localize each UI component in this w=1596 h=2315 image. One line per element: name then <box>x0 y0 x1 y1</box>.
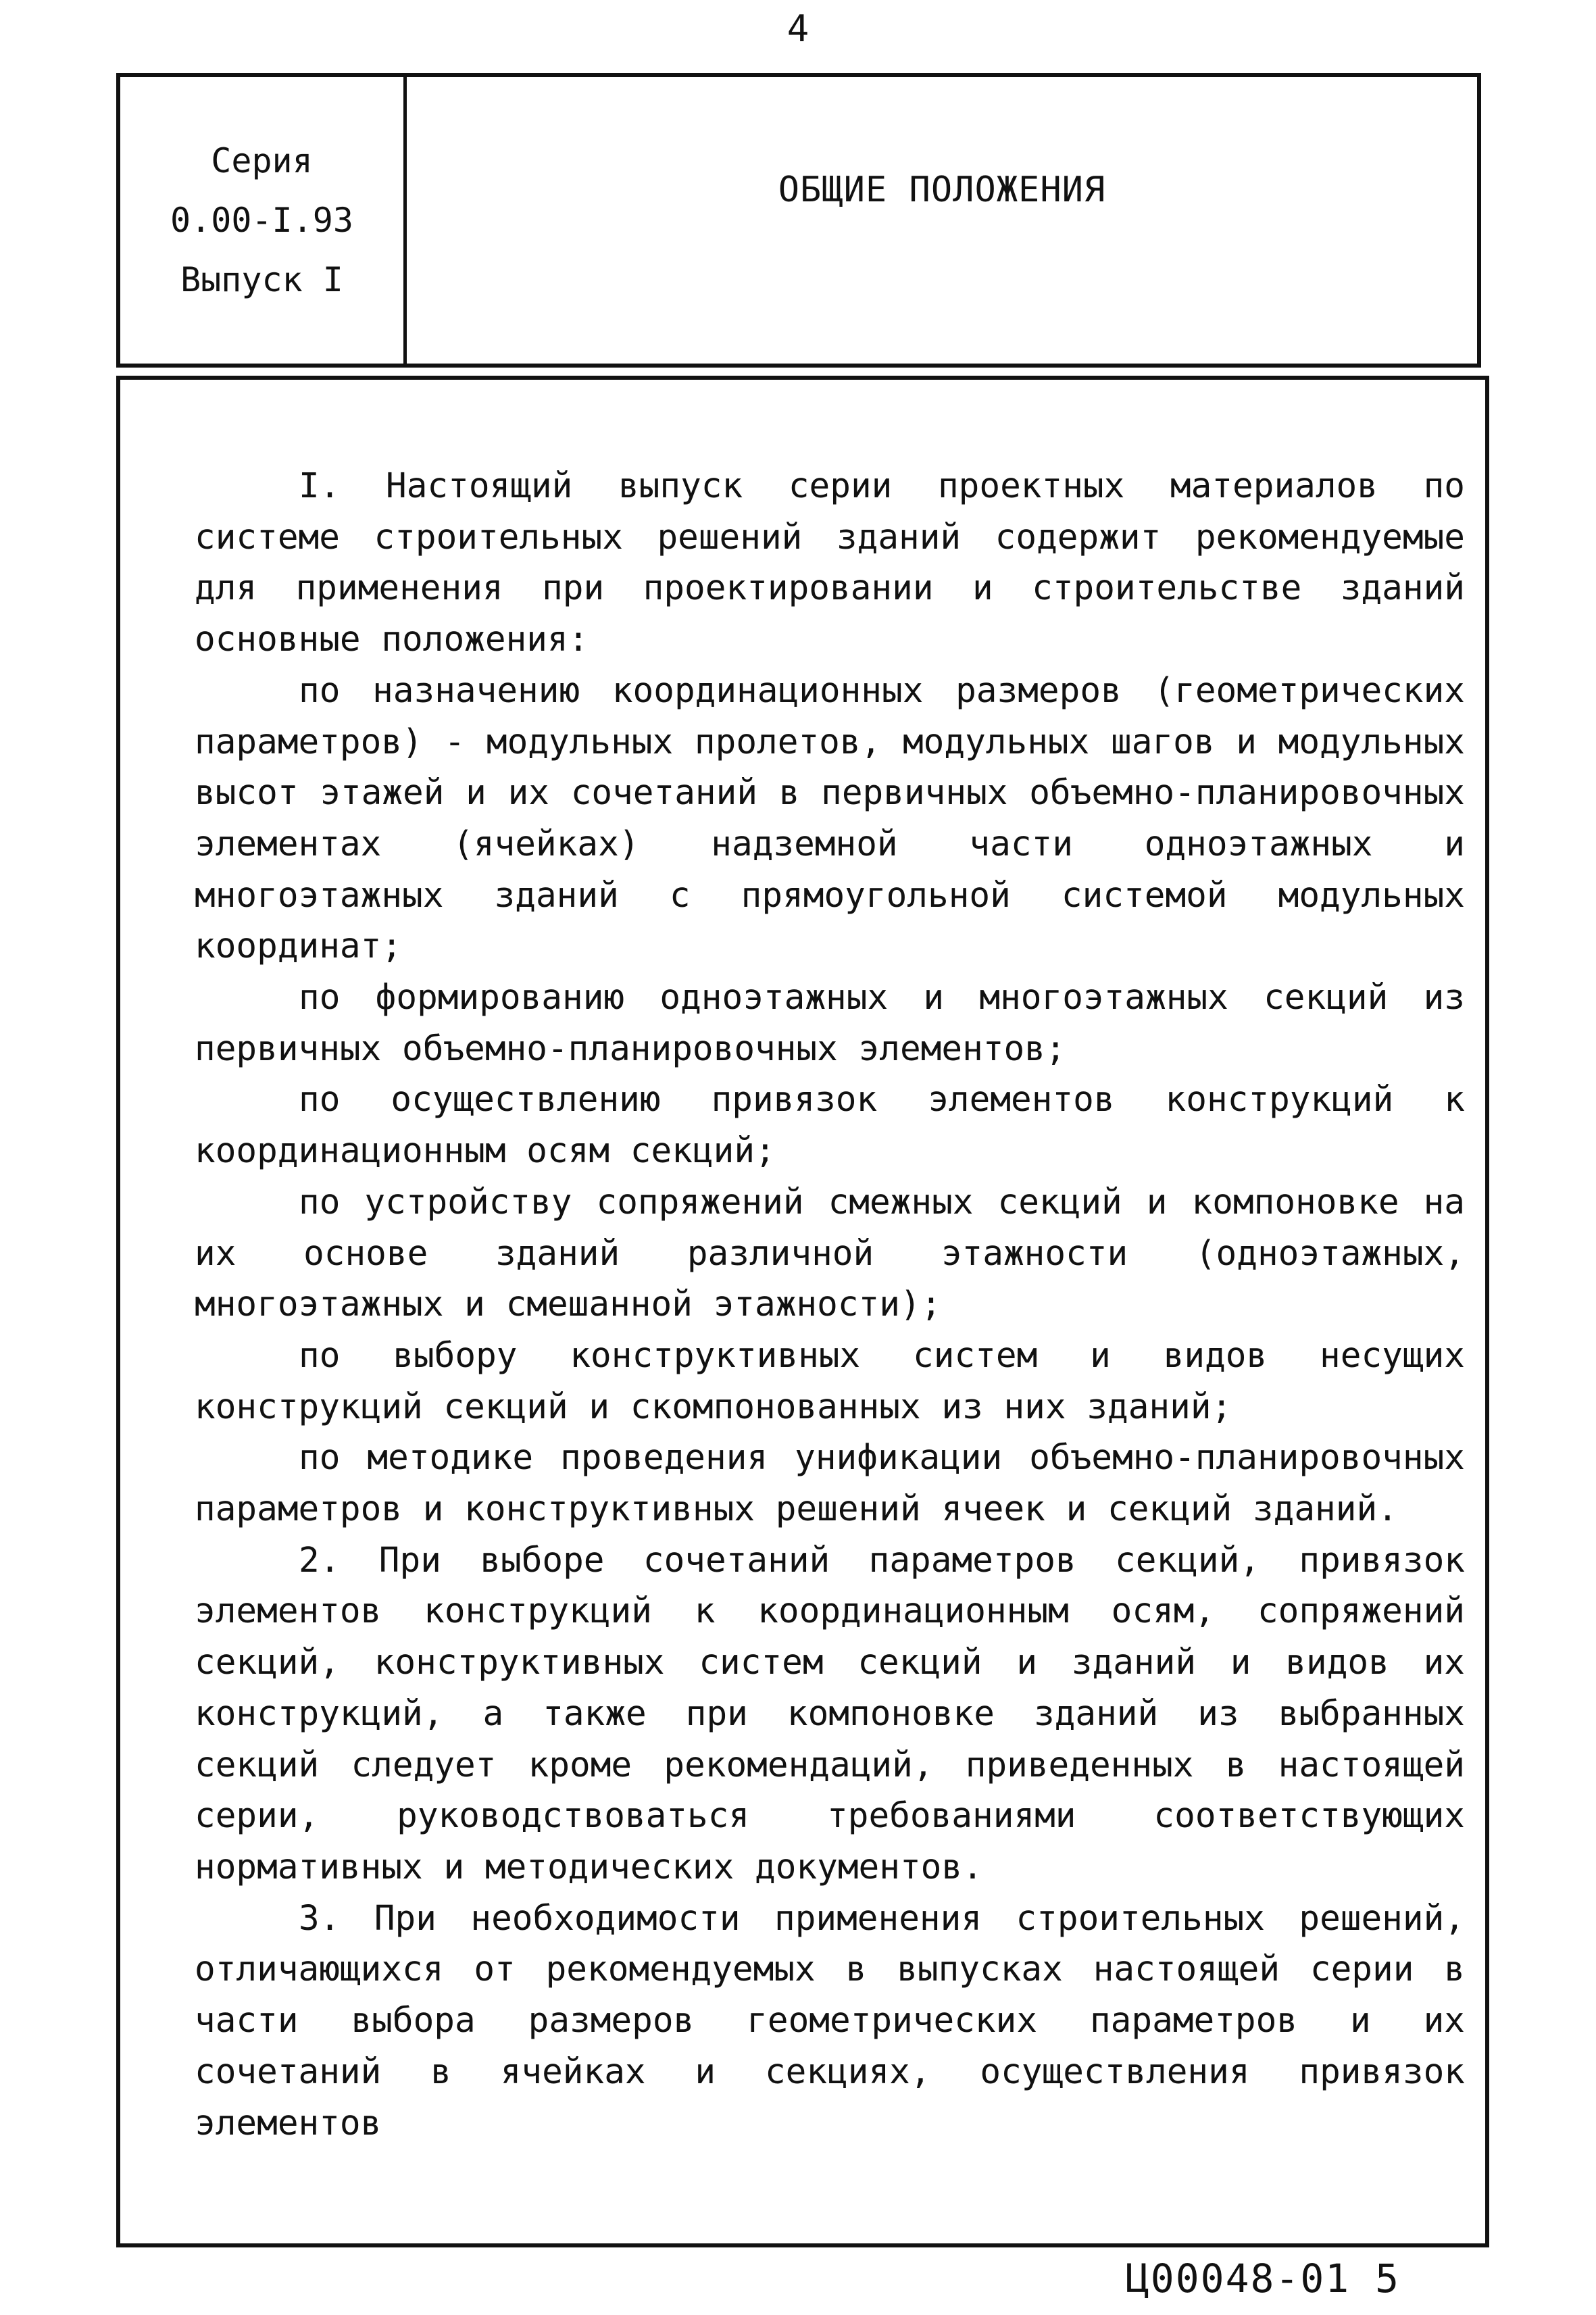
series-label: Серия <box>211 141 313 180</box>
paragraph-3: 3. При необходимости применения строительных решений, отличающихся от рекомендуемых в выпусках настоящей серии в части выбора размеров геометрических параметров и их сочетаний в ячейках и секциях, осуществления привязок элементов <box>195 1898 1465 2143</box>
series-number: 0.00-I.93 <box>170 201 353 240</box>
paragraph-item-junctions: по устройству сопряжений смежных секций и компоновке на их основе зданий различной этажности (одноэтажных, многоэтажных и смешанной этажности); <box>195 1182 1465 1325</box>
paragraph-2: 2. При выборе сочетаний параметров секций, привязок элементов конструкций к координационным осям, сопряжений секций, конструктивных систем секций и зданий и видов их конструкций, а также при компоновке зданий из выбранных секций следует кроме рекомендаций, приведенных в настоящей серии, руководствоваться требованиями соответствующих нормативных и методических документов. <box>195 1540 1465 1887</box>
content-frame <box>116 376 1489 2247</box>
body-text <box>195 461 1465 2149</box>
document-code: Ц00048-01 5 <box>1125 2256 1400 2301</box>
page-title: ОБЩИЕ ПОЛОЖЕНИЯ <box>778 170 1106 210</box>
title-block <box>116 73 1481 368</box>
page-number: 4 <box>787 7 809 50</box>
paragraph-item-unification: по методике проведения унификации объемно-планировочных параметров и конструктивных решений ячеек и секций зданий. <box>195 1438 1465 1530</box>
series-info <box>120 77 407 364</box>
issue-label: Выпуск I <box>180 260 343 299</box>
paragraph-item-structural-systems: по выбору конструктивных систем и видов несущих конструкций секций и скомпонованных из них зданий; <box>195 1335 1465 1427</box>
paragraph-item-sections: по формированию одноэтажных и многоэтажных секций из первичных объемно-планировочных элементов; <box>195 978 1465 1069</box>
paragraph-1: I. Настоящий выпуск серии проектных материалов по системе строительных решений зданий содержит рекомендуемые для применения при проектировании и строительстве зданий основные положения: <box>195 466 1465 660</box>
paragraph-item-bindings: по осуществлению привязок элементов конструкций к координационным осям секций; <box>195 1080 1465 1172</box>
paragraph-item-dimensions: по назначению координационных размеров (геометрических параметров) - модульных пролетов, модульных шагов и модульных высот этажей и их сочетаний в первичных объемно-планировочных элементах (ячейках) надземной части одноэтажных и многоэтажных зданий с прямоугольной системой модульных координат; <box>195 670 1465 967</box>
